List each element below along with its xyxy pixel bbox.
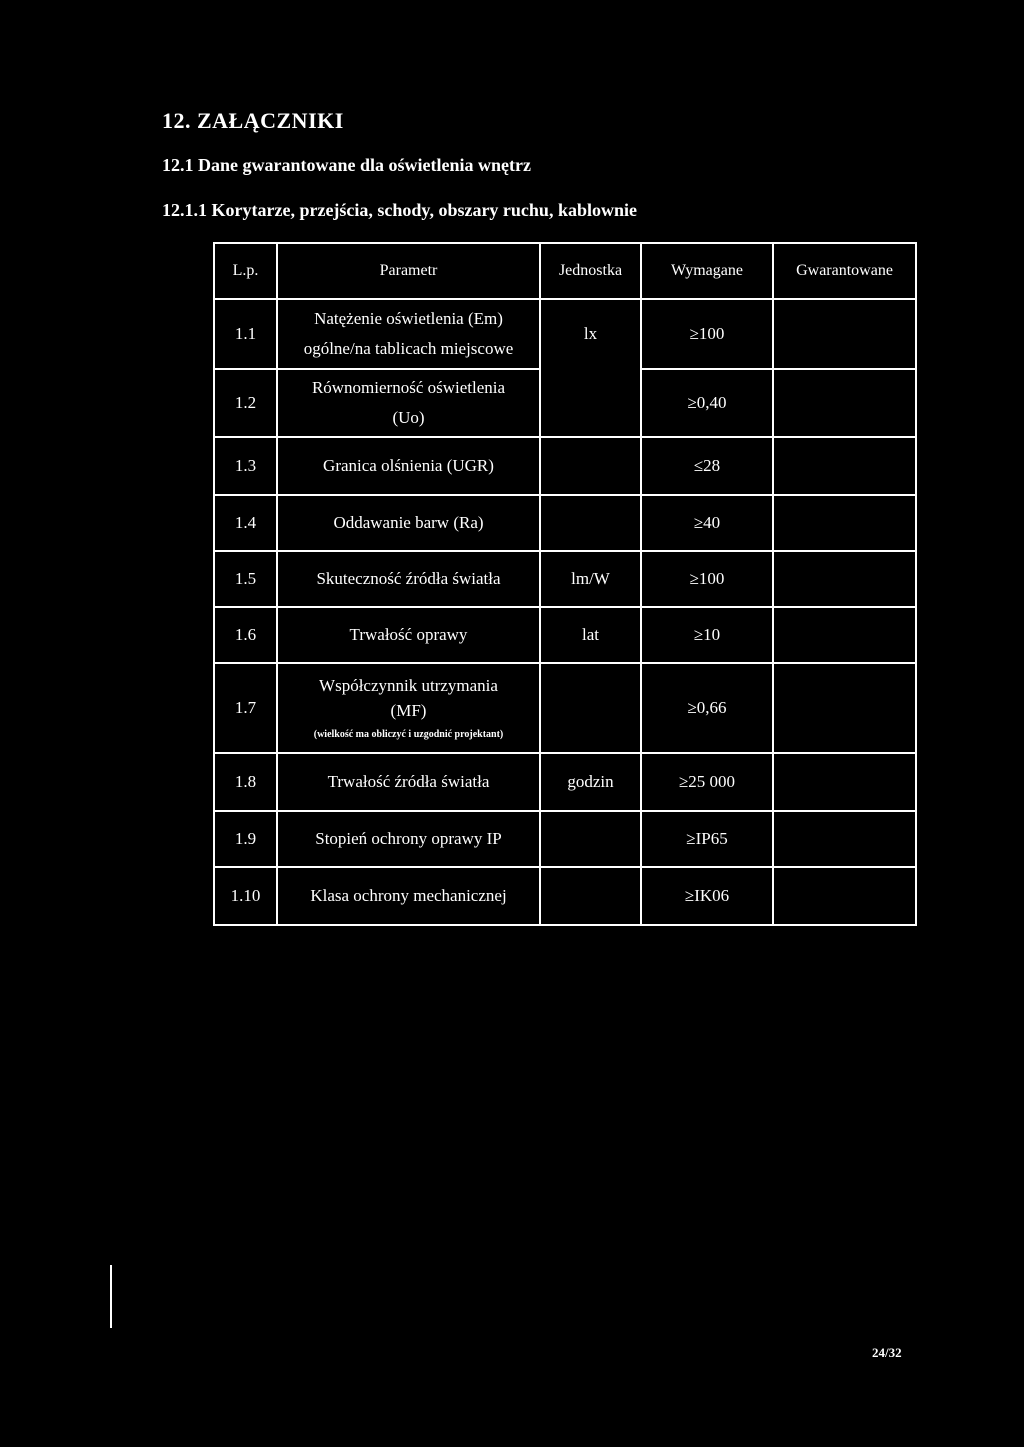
row-jednostka: lm/W (571, 569, 610, 589)
row-jednostka: lx (583, 324, 598, 344)
row-lp: 1.1 (234, 324, 257, 344)
row-jednostka: lat (582, 625, 599, 645)
row-lp: 1.6 (234, 625, 257, 645)
row-parametr: Granica olśnienia (UGR) (323, 456, 494, 476)
row-lp: 1.5 (234, 569, 257, 589)
row-wymagane: ≥IK06 (684, 886, 730, 906)
row-parametr: Oddawanie barw (Ra) (333, 513, 484, 533)
parametr-line: (MF) (390, 701, 427, 721)
row-parametr (278, 664, 539, 752)
row-wymagane: ≥0,40 (687, 393, 727, 413)
row-wymagane: ≤28 (693, 456, 721, 476)
row-parametr: Skuteczność źródła światła (316, 569, 501, 589)
row-lp: 1.3 (234, 456, 257, 476)
row-wymagane: ≥IP65 (686, 829, 728, 849)
row-lp: 1.9 (234, 829, 257, 849)
header-parametr: Parametr (379, 261, 438, 279)
row-wymagane: ≥10 (693, 625, 721, 645)
row-parametr: Trwałość źródła światła (327, 772, 490, 792)
subsection-heading: 12.1 Dane gwarantowane dla oświetlenia wnętrz (162, 155, 531, 175)
row-lp: 1.10 (230, 886, 261, 906)
row-lp: 1.8 (234, 772, 257, 792)
header-gwarantowane: Gwarantowane (796, 261, 893, 279)
parametr-line: Równomierność oświetlenia (311, 378, 506, 398)
page-number: 24/32 (872, 1345, 902, 1360)
row-wymagane: ≥0,66 (687, 698, 727, 718)
row-jednostka: godzin (567, 772, 614, 792)
parametr-note: (wielkość ma obliczyć i uzgodnić projektant) (313, 728, 504, 740)
row-lp: 1.2 (234, 393, 257, 413)
row-parametr: Trwałość oprawy (349, 625, 468, 645)
section-heading: 12. ZAŁĄCZNIKI (162, 108, 344, 133)
parametr-line: (Uo) (392, 408, 425, 427)
row-lp: 1.7 (234, 698, 257, 718)
header-lp: L.p. (232, 261, 259, 279)
row-parametr (278, 370, 539, 436)
parametr-line: ogólne/na tablicach miejscowe (303, 339, 514, 358)
row-parametr: Klasa ochrony mechanicznej (310, 886, 507, 906)
header-wymagane: Wymagane (671, 261, 743, 279)
row-lp: 1.4 (234, 513, 257, 533)
row-wymagane: ≥100 (689, 569, 725, 589)
row-wymagane: ≥40 (693, 513, 721, 533)
row-wymagane: ≥25 000 (678, 772, 736, 792)
header-jednostka: Jednostka (558, 261, 623, 279)
subsubsection-heading: 12.1.1 Korytarze, przejścia, schody, obszary ruchu, kablownie (162, 200, 637, 220)
row-parametr: Stopień ochrony oprawy IP (315, 829, 502, 849)
parametr-line: Współczynnik utrzymania (319, 675, 498, 695)
row-wymagane: ≥100 (689, 324, 725, 344)
parametr-line: Natężenie oświetlenia (Em) (314, 309, 503, 329)
row-parametr (278, 300, 539, 368)
margin-rule (110, 1265, 112, 1328)
